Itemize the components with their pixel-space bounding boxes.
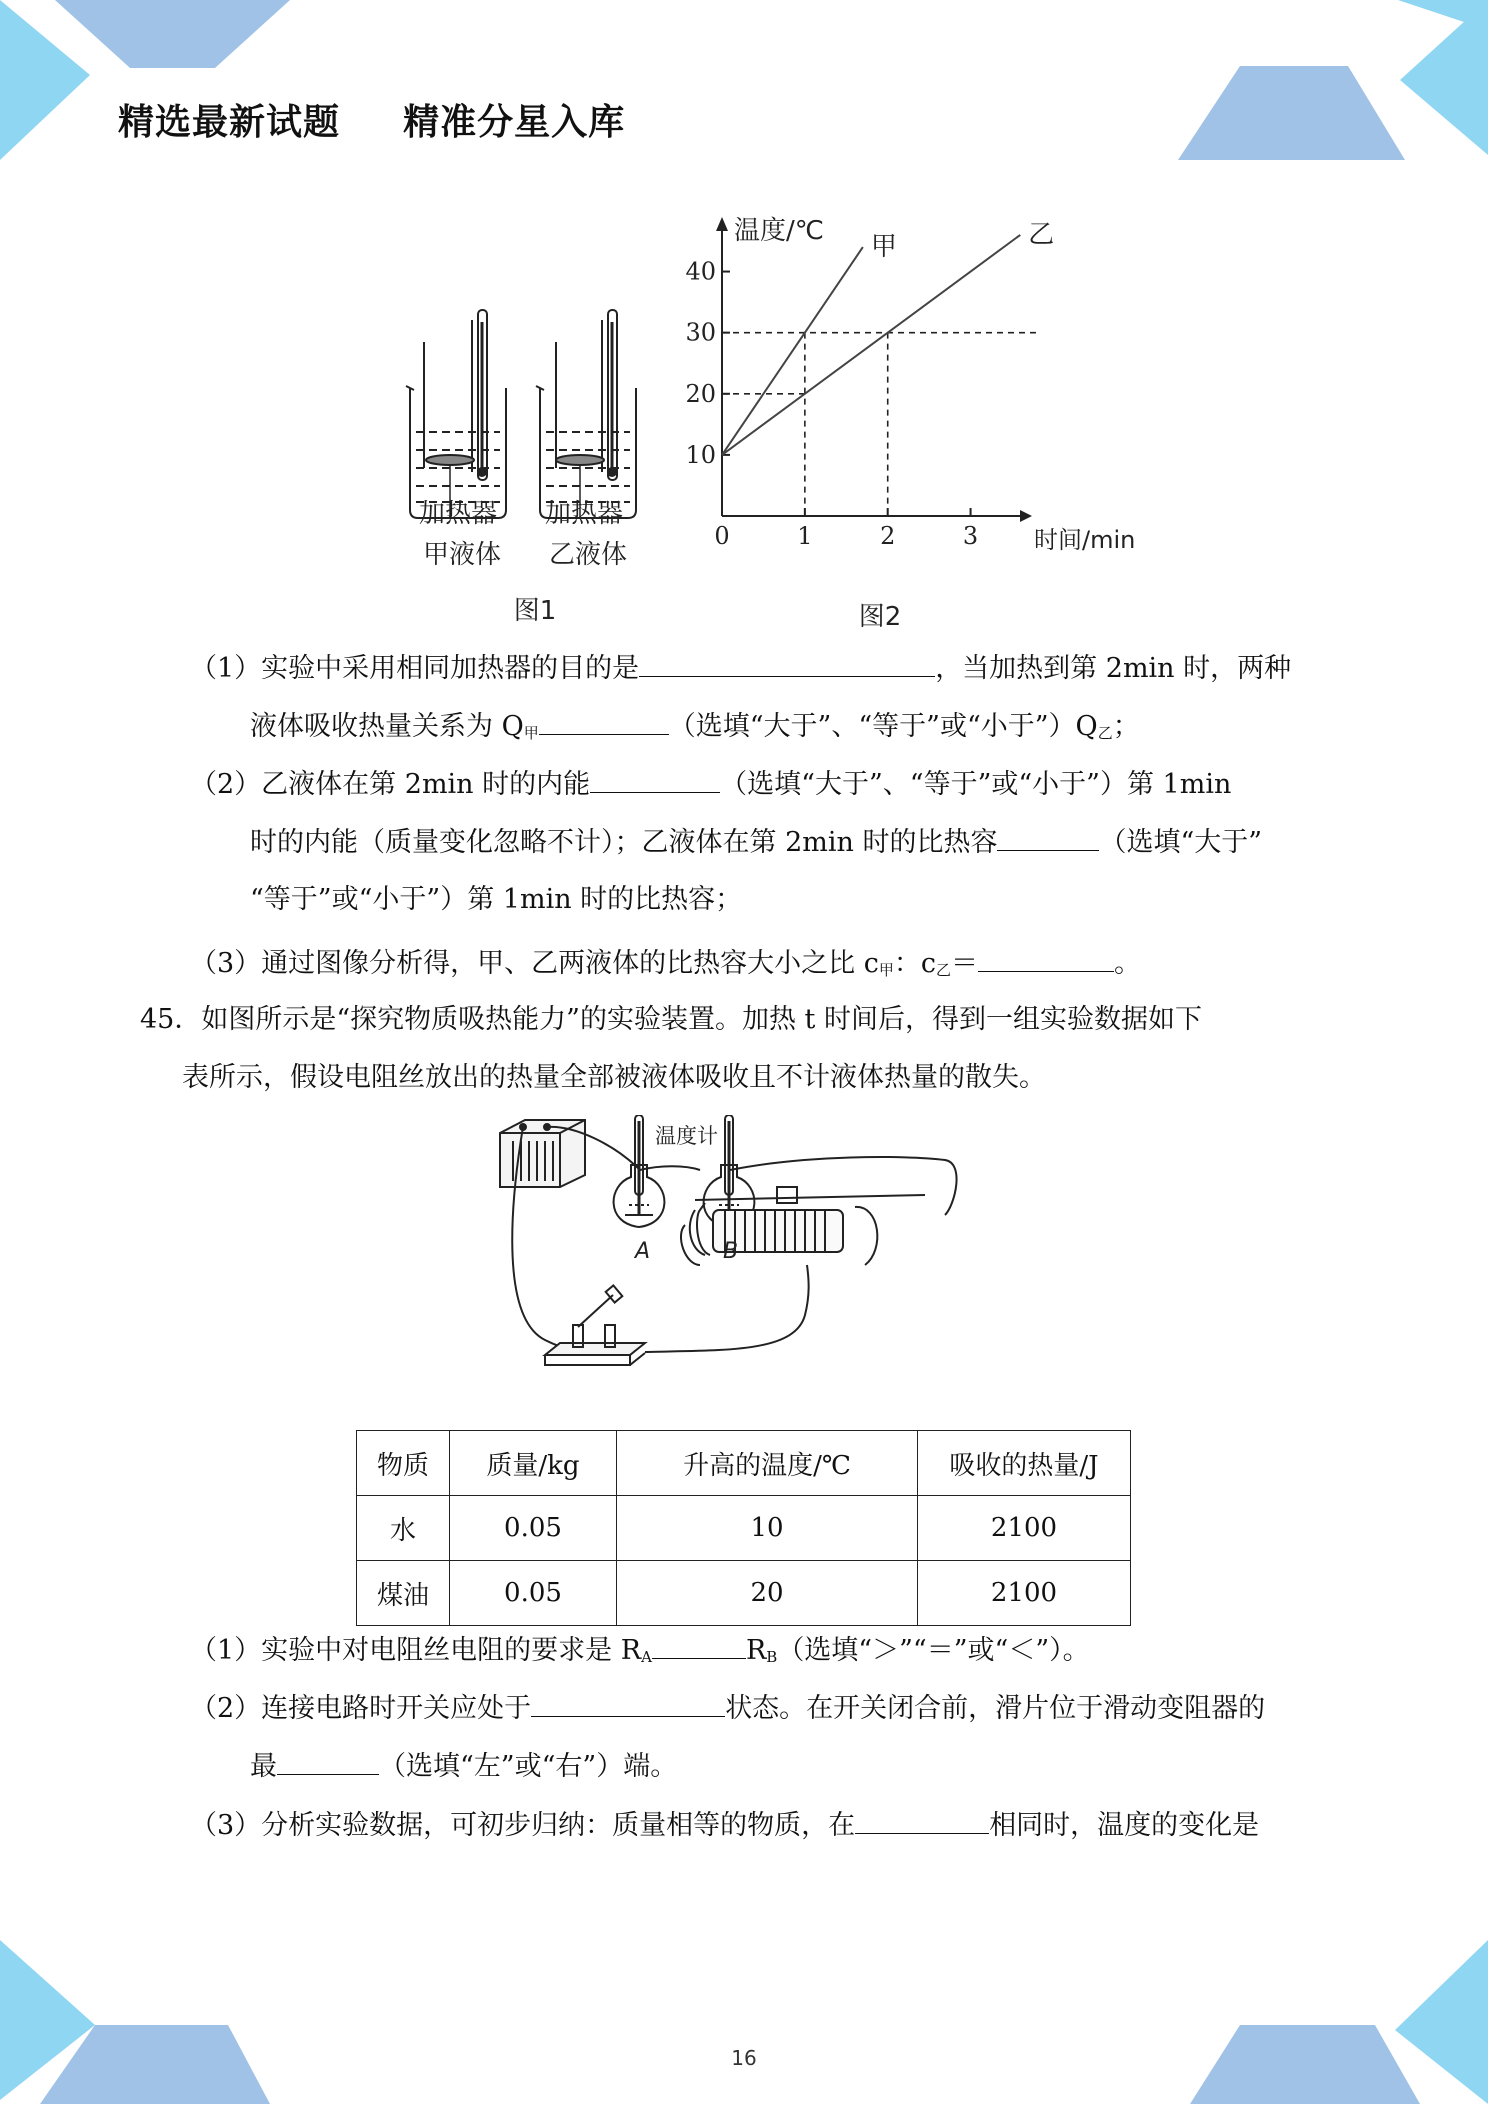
q45-p1-blank[interactable] <box>652 1630 746 1659</box>
corner-decoration-bottom-right <box>1170 1930 1488 2104</box>
beaker-a-label-top: 加热器 <box>418 499 498 529</box>
y-tick-label: 10 <box>685 440 716 469</box>
q44-p1-text-c: 液体吸收热量关系为 Q <box>250 711 524 742</box>
q44-p1-sub-jia: 甲 <box>523 724 539 742</box>
q44-p2-blank-1[interactable] <box>590 764 720 793</box>
q45-part2-line2 <box>250 1746 677 1787</box>
q45-intro-text-1: 45．如图所示是“探究物质吸热能力”的实验装置。加热 t 时间后，得到一组实验数据如下 <box>140 1004 1202 1035</box>
switch-icon <box>545 1285 645 1365</box>
beaker-b <box>536 310 636 518</box>
q45-p1-text-a: （1）实验中对电阻丝电阻的要求是 R <box>190 1635 642 1666</box>
table-header-cell: 升高的温度/℃ <box>617 1431 918 1496</box>
table-row <box>357 1496 1131 1561</box>
y-axis-arrow <box>716 217 728 231</box>
x-tick-label: 3 <box>962 522 979 550</box>
q45-p1-sub-b: B <box>766 1648 778 1666</box>
beaker-a <box>406 310 506 518</box>
figure2-caption: 图2 <box>858 602 902 632</box>
q44-part3-line1 <box>190 943 1141 990</box>
q45-intro-line2 <box>182 1058 1046 1098</box>
q44-p1-sub-yi: 乙 <box>1097 724 1113 742</box>
q44-p1-text-e: ； <box>1112 711 1140 742</box>
table-cell: 20 <box>617 1561 918 1626</box>
q44-p3-sub-yi: 乙 <box>936 961 952 979</box>
table-header-cell: 质量/kg <box>450 1431 617 1496</box>
table-cell: 0.05 <box>450 1496 617 1561</box>
y-axis-label: 温度/℃ <box>734 216 824 246</box>
x-tick-label: 1 <box>797 522 813 550</box>
y-tick-label: 40 <box>685 257 716 286</box>
flask-b-label: B <box>723 1239 739 1264</box>
table-header-cell: 吸收的热量/J <box>918 1431 1131 1496</box>
q45-p2-text-a: （2）连接电路时开关应处于 <box>190 1693 532 1724</box>
y-tick-label: 30 <box>685 318 716 347</box>
figure1-caption: 图1 <box>513 596 557 626</box>
x-tick-label: 2 <box>880 522 896 550</box>
q45-part1-line <box>190 1630 1090 1677</box>
header-title-part1: 精选最新试题 <box>118 102 341 143</box>
q44-p3-sub-jia: 甲 <box>878 961 894 979</box>
flask-a-label: A <box>635 1239 651 1264</box>
q45-p2-text-c: 最 <box>250 1751 277 1782</box>
y-tick-label: 20 <box>685 379 716 408</box>
series-label-2: 乙 <box>1028 219 1055 250</box>
q44-p2-text-a: （2）乙液体在第 2min 时的内能 <box>190 769 591 800</box>
series-label-1: 甲 <box>870 232 897 263</box>
q44-p1-text-d: （选填“大于”、“等于”或“小于”）Q <box>668 711 1098 742</box>
figure-experiment-and-graph <box>380 210 1140 640</box>
q44-p2-text-e: “等于”或“小于”）第 1min 时的比热容； <box>250 884 743 915</box>
q44-p3-blank[interactable] <box>978 943 1114 972</box>
q44-p1-blank-1[interactable] <box>639 648 935 677</box>
q44-p3-text-a: （3）通过图像分析得，甲、乙两液体的比热容大小之比 c <box>190 948 879 979</box>
q45-p2-text-b: 状态。在开关闭合前，滑片位于滑动变阻器的 <box>725 1693 1266 1724</box>
q44-p1-text-a: （1）实验中采用相同加热器的目的是 <box>190 653 640 684</box>
beaker-b-label-top: 加热器 <box>544 499 624 529</box>
table-cell: 煤油 <box>357 1561 450 1626</box>
q44-part2-line3 <box>250 880 742 920</box>
q45-p1-sub-a: A <box>641 1648 652 1666</box>
q44-p1-text-b: ，当加热到第 2min 时，两种 <box>935 653 1292 684</box>
q45-p1-text-c: （选填“＞”“＝”或“＜”）。 <box>777 1635 1090 1666</box>
q45-p2-blank-1[interactable] <box>531 1688 725 1717</box>
table-cell: 0.05 <box>450 1561 617 1626</box>
q45-p2-text-d: （选填“左”或“右”）端。 <box>379 1751 678 1782</box>
q45-p3-blank[interactable] <box>855 1805 989 1834</box>
header-title <box>118 94 625 145</box>
thermometer-label: 温度计 <box>655 1124 718 1148</box>
beaker-a-label-bottom: 甲液体 <box>422 540 502 570</box>
q44-p3-text-c: ＝ <box>951 948 979 979</box>
x-axis-arrow <box>1020 510 1032 522</box>
q45-p3-text-b: 相同时，温度的变化是 <box>989 1810 1260 1841</box>
table-header-row <box>357 1431 1131 1496</box>
series-line-2 <box>722 235 1020 455</box>
page-number: 16 <box>731 2046 757 2070</box>
q44-p3-text-d: 。 <box>1114 948 1142 979</box>
q44-p1-blank-2[interactable] <box>539 706 669 735</box>
q44-p3-text-b: ：c <box>893 948 937 979</box>
q45-intro-text-2: 表所示，假设电阻丝放出的热量全部被液体吸收且不计液体热量的散失。 <box>182 1062 1046 1093</box>
header-title-part2: 精准分星入库 <box>403 102 626 143</box>
table-row <box>357 1561 1131 1626</box>
beaker-b-label-bottom: 乙液体 <box>548 540 628 570</box>
q44-p2-text-d: （选填“大于” <box>1099 827 1263 858</box>
table-cell: 水 <box>357 1496 450 1561</box>
table-cell: 10 <box>617 1496 918 1561</box>
q44-p2-text-c: 时的内能（质量变化忽略不计）；乙液体在第 2min 时的比热容 <box>250 827 998 858</box>
table-header-cell: 物质 <box>357 1431 450 1496</box>
corner-decoration-top-right <box>1170 0 1488 165</box>
table-cell: 2100 <box>918 1561 1131 1626</box>
temperature-time-chart <box>685 216 1135 554</box>
x-axis-label: 时间/min <box>1034 526 1136 554</box>
q44-part2-line2 <box>250 822 1262 863</box>
q45-part2-line1 <box>190 1688 1265 1729</box>
circuit-apparatus-figure <box>485 1115 1055 1415</box>
q44-part2-line1 <box>190 764 1231 805</box>
experiment-data-table <box>356 1430 1131 1626</box>
q44-p2-blank-2[interactable] <box>997 822 1099 851</box>
q45-p2-blank-2[interactable] <box>277 1746 379 1775</box>
series-line-1 <box>722 247 863 455</box>
table-cell: 2100 <box>918 1496 1131 1561</box>
q44-part1-line1 <box>190 648 1291 689</box>
q45-part3-line1 <box>190 1805 1259 1846</box>
x-tick-label: 0 <box>714 522 730 550</box>
q44-p2-text-b: （选填“大于”、“等于”或“小于”）第 1min <box>720 769 1232 800</box>
q45-p3-text-a: （3）分析实验数据，可初步归纳：质量相等的物质，在 <box>190 1810 856 1841</box>
q45-p1-text-b: R <box>745 1635 767 1666</box>
q44-part1-line2 <box>250 706 1140 753</box>
q45-intro-line1 <box>140 1000 1202 1040</box>
corner-decoration-bottom-left <box>0 1930 300 2104</box>
